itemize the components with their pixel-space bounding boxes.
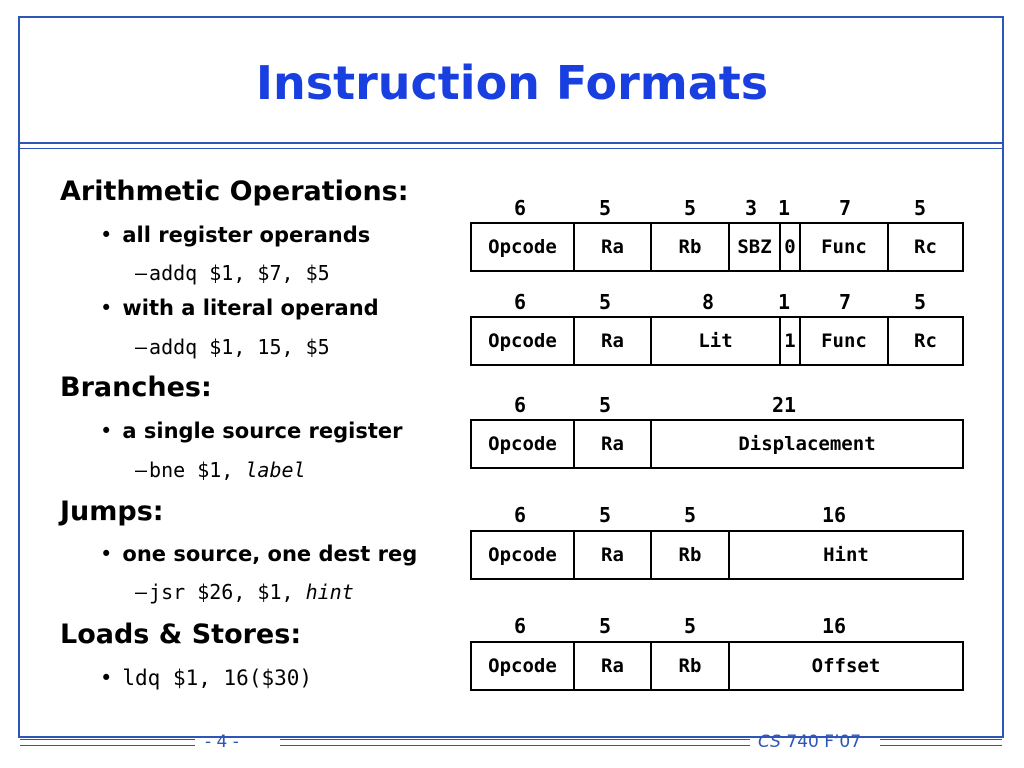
field-func: Func [801,224,889,270]
bit-width: 5 [683,196,697,220]
footer-rule-right [880,739,1002,746]
title-divider [20,142,1002,144]
branch-example-text: bne $1, [149,458,246,482]
field-ra: Ra [575,224,652,270]
bit-width: 5 [683,614,697,638]
field-rb: Rb [652,224,730,270]
arith-example-1-text: addq $1, $7, $5 [149,261,330,285]
bit-width: 7 [838,290,852,314]
format-1-operate [470,222,964,272]
field-one: 1 [781,318,801,364]
bit-width: 6 [513,503,527,527]
field-hint: Hint [823,544,869,566]
loads-stores-bullet-1-text: ldq $1, 16($30) [122,666,313,690]
bit-width: 5 [598,503,612,527]
arith-example-2: – addq $1, 15, $5 [135,335,330,359]
jump-example-hint: hint [305,580,354,604]
field-rb: Rb [652,643,730,689]
footer-rule-middle [280,739,750,746]
jump-bullet-1-text: one source, one dest reg [122,542,418,566]
bit-width: 16 [821,503,847,527]
format-4-jump [470,530,964,580]
field-opcode: Opcode [472,421,575,467]
bit-width: 1 [777,290,791,314]
field-opcode: Opcode [472,224,575,270]
branch-bullet-1: • a single source register [100,419,403,443]
bit-width: 16 [821,614,847,638]
bit-width: 5 [598,196,612,220]
slide-title: Instruction Formats [255,56,769,110]
bit-width: 3 [744,196,758,220]
field-rb: Rb [652,532,730,578]
footer-rule-left [20,739,195,746]
arith-example-2-text: addq $1, 15, $5 [149,335,330,359]
arith-bullet-1-text: all register operands [122,223,371,247]
field-opcode: Opcode [472,318,575,364]
bit-width: 5 [913,290,927,314]
jump-heading: Jumps: [60,496,164,527]
field-ra: Ra [575,643,652,689]
branch-example-label: label [245,458,306,482]
field-sbz: SBZ [730,224,781,270]
branch-heading: Branches: [60,372,212,403]
field-zero: 0 [781,224,801,270]
course-code: CS [758,732,781,752]
bit-width: 5 [598,393,612,417]
field-ra: Ra [575,318,652,364]
course-term: 740 F’07 [780,732,862,752]
bit-width: 8 [701,290,715,314]
branch-example: – bne $1, label [135,458,306,482]
format-3-branch [470,419,964,469]
bit-width: 1 [777,196,791,220]
jump-bullet-1: • one source, one dest reg [100,542,418,566]
field-rc: Rc [914,330,937,352]
field-ra: Ra [575,421,652,467]
course-label [758,732,861,752]
bit-width: 6 [513,614,527,638]
field-ra: Ra [575,532,652,578]
arith-heading: Arithmetic Operations: [60,176,409,207]
page-number: - 4 - [205,732,239,752]
title-divider-thin [20,148,1002,149]
bit-width: 6 [513,290,527,314]
bit-width: 21 [771,393,797,417]
field-rc: Rc [914,236,937,258]
field-lit: Lit [652,318,781,364]
arith-example-1: – addq $1, $7, $5 [135,261,330,285]
loads-stores-heading: Loads & Stores: [60,619,302,650]
bit-width: 6 [513,196,527,220]
field-func: Func [801,318,889,364]
bit-width: 5 [598,290,612,314]
branch-bullet-1-text: a single source register [122,419,403,443]
arith-bullet-1: • all register operands [100,223,371,247]
arith-bullet-2-text: with a literal operand [122,296,379,320]
jump-example-text: jsr $26, $1, [149,580,306,604]
bit-width: 5 [913,196,927,220]
bit-width: 5 [598,614,612,638]
field-offset: Offset [811,655,881,677]
arith-bullet-2: • with a literal operand [100,296,379,320]
field-opcode: Opcode [472,532,575,578]
bit-width: 5 [683,503,697,527]
field-opcode: Opcode [472,643,575,689]
jump-example: – jsr $26, $1, hint [135,580,354,604]
format-2-literal [470,316,964,366]
bit-width: 7 [838,196,852,220]
loads-stores-bullet-1: • ldq $1, 16($30) [100,666,313,690]
format-5-memory [470,641,964,691]
field-displacement: Displacement [738,433,876,455]
bit-width: 6 [513,393,527,417]
